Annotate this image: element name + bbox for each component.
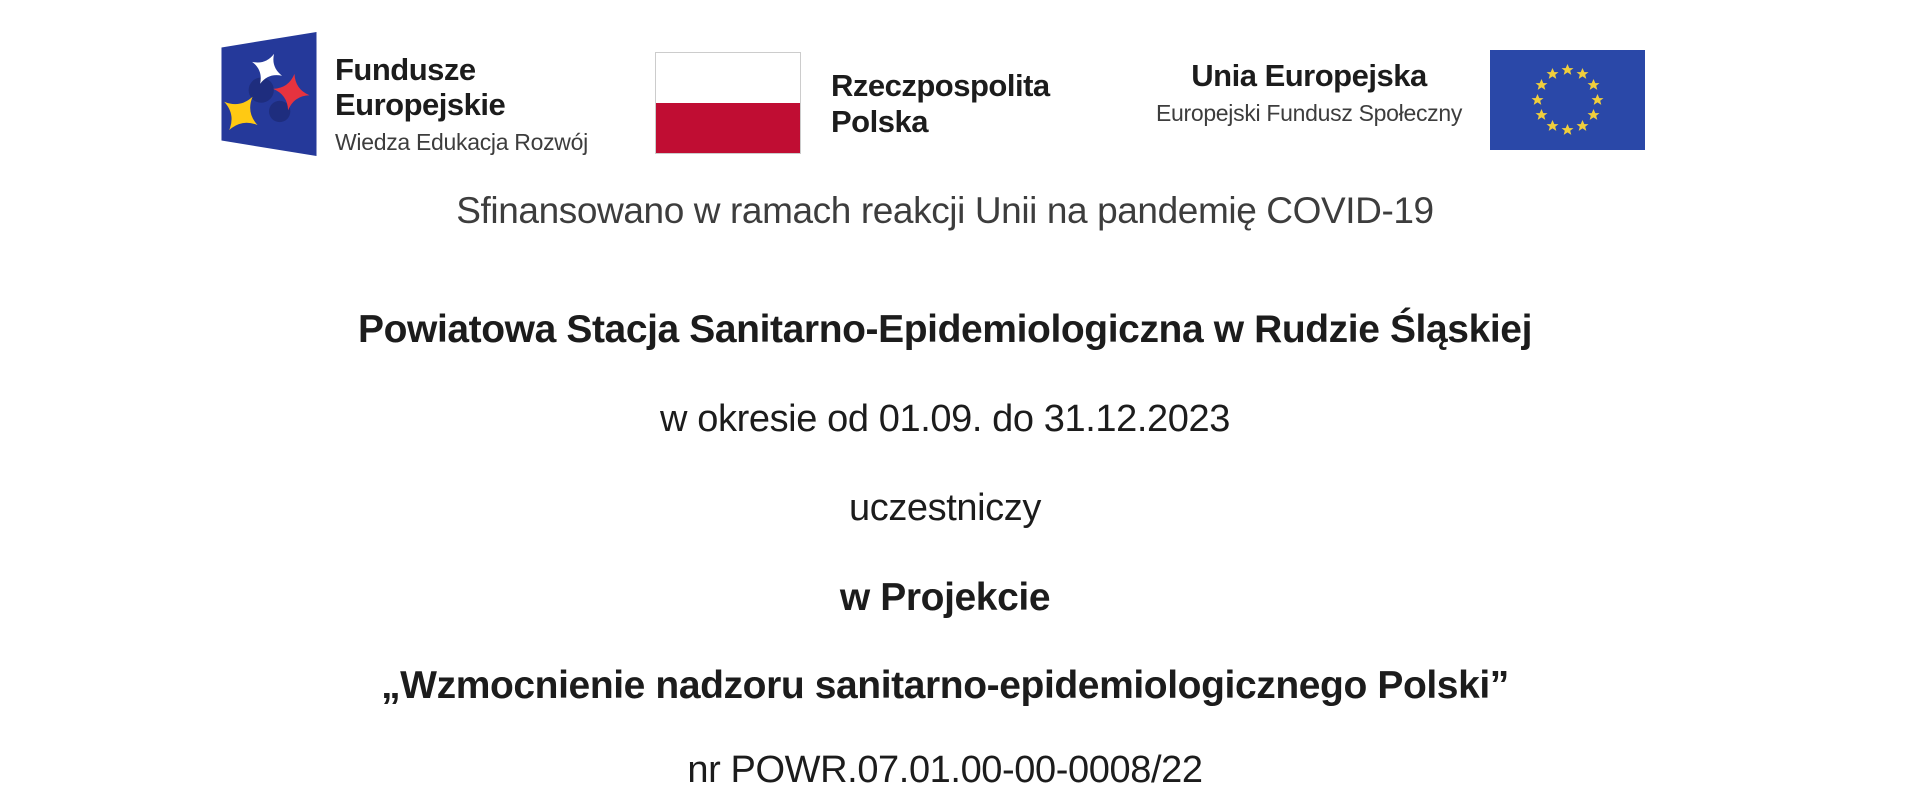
pl-logo-name-line1: Rzeczpospolita <box>831 68 1050 103</box>
project-title-line: „Wzmocnienie nadzoru sanitarno-epidemiologicznego Polski” <box>381 664 1509 707</box>
participates-line: uczestniczy <box>848 487 1041 529</box>
unia-europejska-logo <box>1150 50 1645 150</box>
funding-note-line: Sfinansowano w ramach reakcji Unii na pandemię COVID-19 <box>456 190 1434 231</box>
eu-logo-text <box>1150 50 1468 126</box>
in-project-line: w Projekcie <box>839 576 1051 619</box>
fe-logo-program: Wiedza Edukacja Rozwój <box>335 129 588 155</box>
eu-logo-name: Unia Europejska <box>1191 58 1427 93</box>
eu-logo-fund: Europejski Fundusz Społeczny <box>1155 100 1463 126</box>
period-line: w okresie od 01.09. do 31.12.2023 <box>660 398 1230 440</box>
fe-flag-icon <box>218 30 320 158</box>
organization-name-line: Powiatowa Stacja Sanitarno-Epidemiologiczna w Rudzie Śląskiej <box>357 308 1533 351</box>
eu-flag-icon <box>1490 50 1645 150</box>
pl-logo-name-line2: Polska <box>831 104 928 139</box>
rzeczpospolita-polska-logo <box>655 52 1050 154</box>
project-number-line: nr POWR.07.01.00-00-0008/22 <box>687 749 1203 791</box>
fe-logo-name-line1: Fundusze <box>335 52 476 87</box>
poland-flag-icon <box>655 52 801 154</box>
fe-logo-text <box>335 30 588 155</box>
pl-logo-text <box>831 52 1050 140</box>
fe-logo-name-line2: Europejskie <box>335 87 506 122</box>
fundusze-europejskie-logo <box>218 30 588 158</box>
